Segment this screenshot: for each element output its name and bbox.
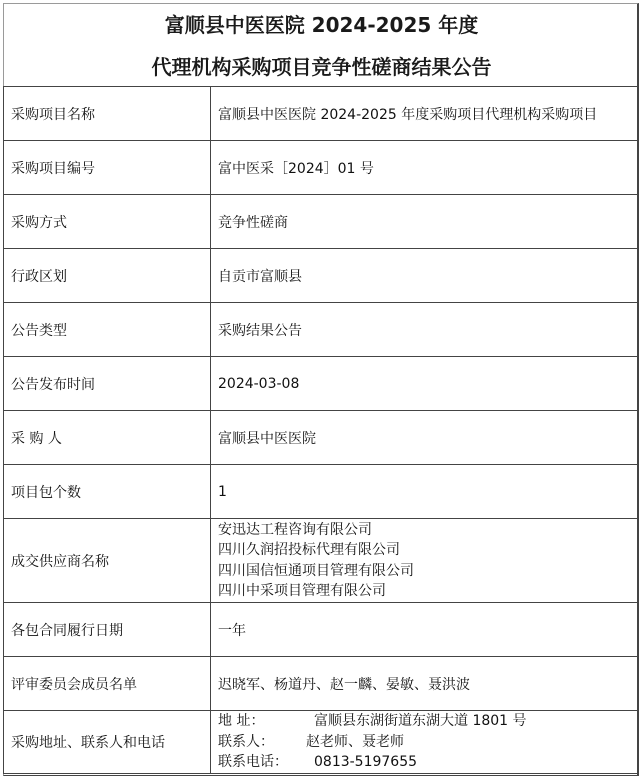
supplier-item: 安迅达工程咨询有限公司 [218,521,372,538]
contact-person-line [218,732,638,753]
table-row [4,465,639,519]
contact-person-label: 联系人： [218,733,274,750]
supplier-item: 四川中采项目管理有限公司 [218,583,386,599]
address-line [218,711,638,732]
table-row [4,249,639,303]
announcement-table [3,86,639,774]
supplier-item: 四川国信恒通项目管理有限公司 [218,562,414,579]
field-label: 公告发布时间 [4,357,211,411]
procurement-method-value: 竞争性磋商 [211,195,639,249]
address-label: 地 址： [218,713,265,730]
notice-type-value: 采购结果公告 [211,303,639,357]
purchaser-value: 富顺县中医医院 [211,411,639,465]
field-label: 采购地址、联系人和电话 [4,711,211,774]
table-row [4,303,639,357]
table-row [4,711,639,774]
field-label: 各包合同履行日期 [4,603,211,657]
field-label: 采 购 人 [4,411,211,465]
field-label: 采购项目编号 [4,141,211,195]
field-label: 项目包个数 [4,465,211,519]
table-row [4,519,639,603]
field-label: 行政区划 [4,249,211,303]
project-number-value: 富中医采［2024］01 号 [211,141,639,195]
table-row [4,87,639,141]
table-row [4,657,639,711]
table-row [4,195,639,249]
field-label: 公告类型 [4,303,211,357]
phone-value: 0813-5197655 [314,754,418,771]
table-row [4,411,639,465]
contact-person-value: 赵老师、聂老师 [306,733,404,750]
table-row [4,357,639,411]
field-label: 采购方式 [4,195,211,249]
publish-date-value: 2024-03-08 [211,357,639,411]
contract-period-value: 一年 [211,603,639,657]
committee-members-value: 迟晓军、杨道丹、赵一麟、晏敏、聂洪波 [211,657,639,711]
supplier-list [211,519,639,603]
field-label: 采购项目名称 [4,87,211,141]
phone-label: 联系电话： [218,754,288,771]
phone-line [218,752,638,773]
address-value: 富顺县东湖街道东湖大道 1801 号 [314,713,527,730]
table-row [4,603,639,657]
field-label: 成交供应商名称 [4,519,211,603]
supplier-item: 四川久润招投标代理有限公司 [218,542,400,558]
table-row [4,141,639,195]
contact-info [211,711,639,774]
package-count-value: 1 [211,465,639,519]
project-name-value: 富顺县中医医院 2024-2025 年度采购项目代理机构采购项目 [211,87,639,141]
page-title-line2: 代理机构采购项目竞争性磋商结果公告 [151,55,492,79]
field-label: 评审委员会成员名单 [4,657,211,711]
page-title-line1: 富顺县中医医院 2024-2025 年度 [164,13,479,37]
region-value: 自贡市富顺县 [211,249,639,303]
